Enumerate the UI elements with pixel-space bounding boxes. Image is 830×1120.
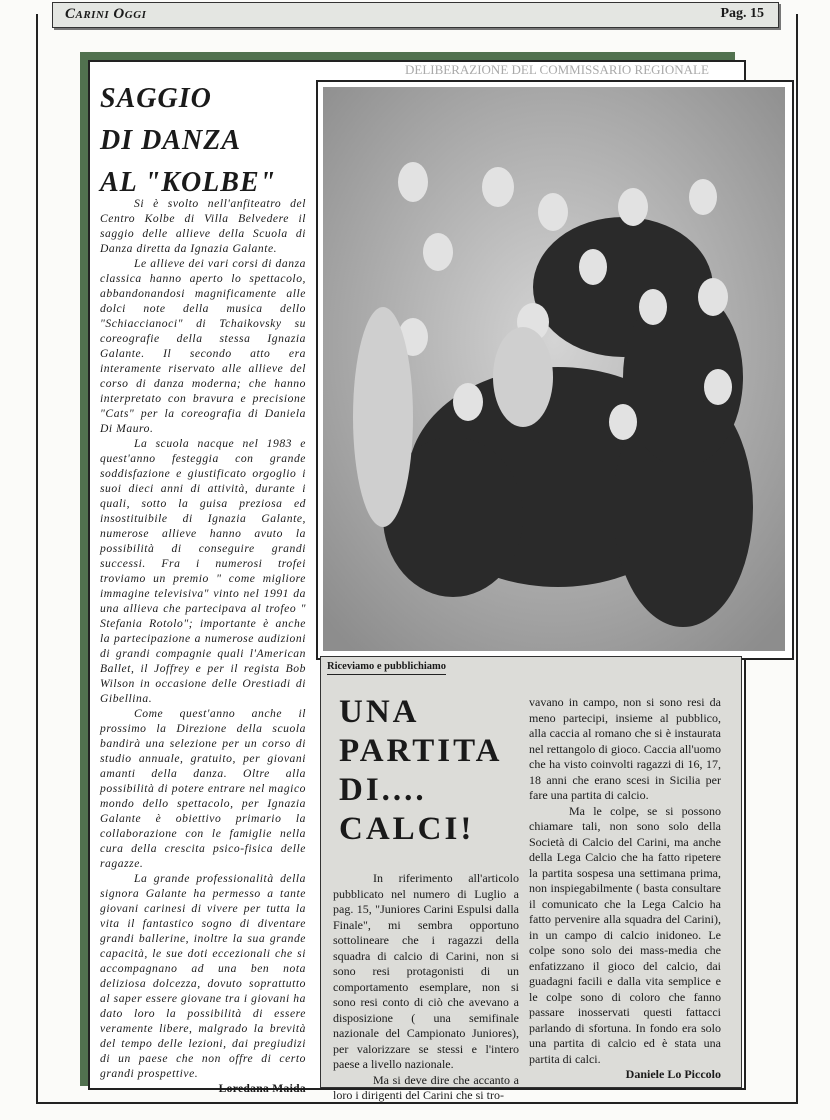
letter-column-1 bbox=[333, 871, 519, 1104]
paragraph: Come quest'anno anche il prossimo la Direzione della scuola bandirà una selezione per un corso di studio annuale, gratuito, per giovani amanti della danza. Oltre alla possibilità di potere entrare nel magico mondo dello spettacolo, per Ignazia Galante è obiettivo primario la collaborazione con le famiglie nella cura della crescita psico-fisica delle ragazze. bbox=[100, 707, 306, 870]
paragraph: In riferimento all'articolo pubblicato nel numero di Luglio a pag. 15, "Juniores Carini Espulsi dalla Finale", mi sembra opportuno sottolineare che i ragazzi della squadra di calcio di Carini, non si sono resi protagonisti di un comportamento esemplare, non si sono resi conto di ciò che avevano a disposizione ( una semifinale nazionale del Campionato Juniores), per valorizzare se stessi e l'intero paese a livello nazionale. bbox=[333, 871, 519, 1071]
bleed-through-text: DELIBERAZIONE DEL COMMISSARIO REGIONALE bbox=[405, 62, 709, 77]
title-line: CALCI! bbox=[339, 811, 475, 847]
author-signature: Daniele Lo Piccolo bbox=[625, 1067, 721, 1081]
paragraph: Ma si deve dire che accanto a loro i dirigenti del Carini che si tro- bbox=[333, 1072, 519, 1102]
dancers-photo bbox=[323, 87, 785, 651]
paragraph bbox=[100, 871, 306, 1095]
paragraph: Si è svolto nell'anfiteatro del Centro Kolbe di Villa Belvedere il saggio delle allieve della Scuola di Danza diretta da Ignazia Galante. bbox=[100, 197, 306, 255]
paragraph: vavano in campo, non si sono resi da meno partecipi, insieme al pubblico, alla caccia al romano che si è instaurata nel rettangolo di gioco. Caccia all'uomo che ha visto coinvolti ragazzi di 16, 17, 18 anni che erano scesi in Sicilia per fare una partita di calcio. bbox=[529, 695, 721, 802]
title-line: UNA bbox=[339, 694, 420, 730]
newspaper-name: Carini Oggi bbox=[65, 6, 147, 22]
letter-title bbox=[339, 693, 502, 849]
title-line: AL "KOLBE" bbox=[100, 167, 277, 198]
paragraph-text: La grande professionalità della signora Galante ha permesso a tante giovani carinesi di vivere per tutta la vita il fantastico sogno di diventare grandi ballerine, inoltre la sua grande capacità, le sue doti eccezionali che si accompagnano ad una ben nota deliziosa dolcezza, dovuto soprattutto al saper essere giovane tra i giovani ha dato loro la possibilità di essere veramente libere, malgrado la brevità del tempo delle lezioni, dai pregiudizi di un paese che non offre di certo grandi prospettive. bbox=[100, 872, 306, 1080]
title-line: SAGGIO bbox=[100, 83, 212, 114]
paragraph: La scuola nacque nel 1983 e quest'anno festeggia con grande soddisfazione e giustificato orgoglio i suoi dieci anni di attività, durante i quali, sotto la guisa preziosa ed insostituibile di Ignazia Galante, numerose allieve hanno avuto la possibilità di conseguire grandi successi. Fra i numerosi trofei troviamo un premio " come migliore immagine televisiva" vinto nel 1991 da una allieva che partecipava al trofeo " Stefania Rotolo"; importante è anche la partecipazione a numerose audizioni di grandi compagnie quali l'American Ballet, il Joffrey e per il regista Bob Wilson in occasione delle Orestiadi di Gibellina. bbox=[100, 437, 306, 705]
letter-column-2 bbox=[529, 695, 721, 1083]
section-label: Riceviamo e pubblichiamo bbox=[327, 661, 446, 675]
article-body bbox=[100, 196, 306, 1096]
title-line: DI.... bbox=[339, 772, 427, 808]
author-signature: Loredana Maida bbox=[218, 1082, 306, 1095]
masthead bbox=[52, 2, 779, 28]
article-title bbox=[100, 78, 276, 204]
paragraph: Ma le colpe, se si possono chiamare tali, non sono solo della Società di Calcio del Carini, ma anche della Lega Calcio che ha fatto ripetere la partita sospesa una settimana prima, non inspiegabilmente ( basta consultare il comunicato che la Lega Calcio ha fatto pervenire alla squadra del Carini), in un campo di calcio inidoneo. Le colpe sono solo dei mass-media che enfatizzano il gioco del calcio, dai guadagni facili e dalla vita semplice e le colpe sono di coloro che fanno passare inosservati questi fattacci parlando di sfortuna. In fondo era solo una partita di calcio ed è stata una partita di calci. bbox=[529, 803, 721, 1066]
letter-box bbox=[320, 656, 742, 1102]
title-line: PARTITA bbox=[339, 733, 503, 769]
paragraph: Le allieve dei vari corsi di danza classica hanno aperto lo spettacolo, abbandonandosi magnificamente alle dolci note della musica dello "Schiaccianoci" di Tchaikovsky su coreografie della stessa Ignazia Galante. Il secondo atto era interamente riservato alle allieve del corso di danza moderna; che hanno interpretato con bravura e precisione "Cats" per la coreografia di Daniela Di Mauro. bbox=[100, 257, 306, 435]
title-line: DI DANZA bbox=[100, 125, 242, 156]
photo-frame bbox=[316, 80, 794, 660]
page-number: Pag. 15 bbox=[720, 6, 764, 21]
